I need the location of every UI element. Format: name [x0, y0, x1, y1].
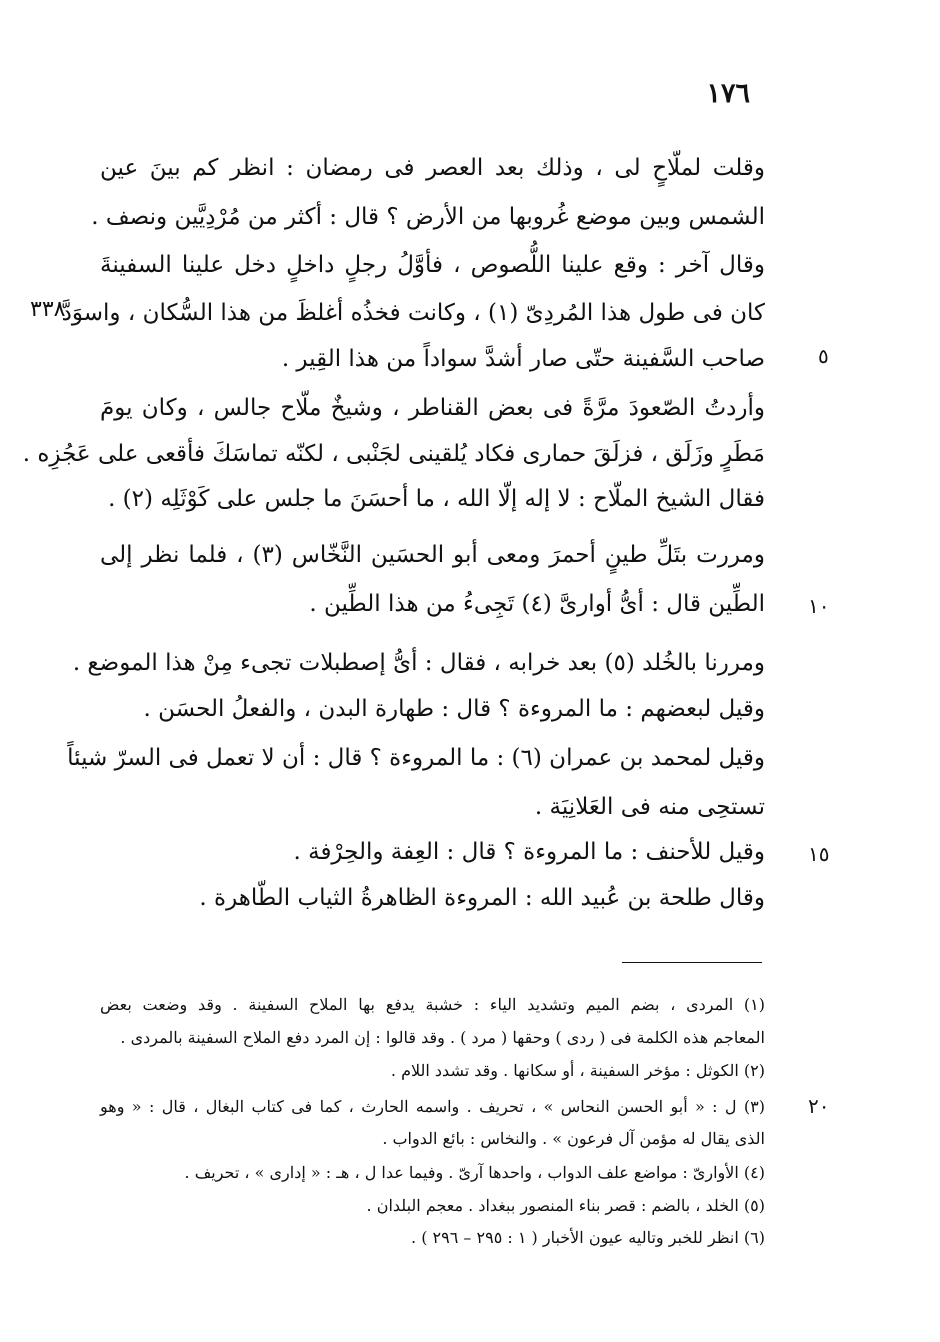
page-number: ١٧٦	[706, 78, 750, 109]
footnote-line: المعاجم هذه الكلمة فى ( ردى ) وحقها ( مرد ) . وقد قالوا : إن المرد دفع الملاح السفينة بالمردى .	[120, 1028, 765, 1047]
line-number-5: ٥	[818, 344, 829, 368]
text-line: وقيل للأحنف : ما المروءة ؟ قال : العِفة والحِرْفة .	[293, 839, 765, 865]
text-line: صاحب السَّفينة حتّى صار أشدَّ سواداً من هذا القِير .	[281, 346, 765, 372]
text-line: ومررنا بالخُلد (٥) بعد خرابه ، فقال : أىُّ إصطبلات تجىء مِنْ هذا الموضع .	[72, 650, 765, 676]
text-line: ومررت بتَلِّ طينٍ أحمرَ ومعى أبو الحسَين النَّخّاس (٣) ، فلما نظر إلى	[100, 542, 765, 568]
footnote-line: (٤) الأوارىّ : مواضع علف الدواب ، واحدها آرىّ . وفيما عدا ل ، هـ : « إدارى » ، تحريف .	[184, 1163, 765, 1182]
footnote-separator	[622, 962, 762, 963]
footnote-line: (١) المردى ، بضم الميم وتشديد الياء : خشبة يدفع بها الملاح السفينة . وقد وضعت بعض	[100, 995, 765, 1014]
line-number-20: ٢٠	[808, 1094, 830, 1118]
text-line: وقيل لمحمد بن عمران (٦) : ما المروءة ؟ قال : أن لا تعمل فى السرّ شيئاً	[67, 745, 765, 771]
footnote-line: (٦) انظر للخبر وتاليه عيون الأخبار ( ١ : ٢٩٥ – ٢٩٦ ) .	[411, 1228, 765, 1247]
text-line: تستحِى منه فى العَلانِيَة .	[534, 794, 765, 820]
text-line: كان فى طول هذا المُردِىّ (١) ، وكانت فخذُه أغلظَ من هذا السُّكان ، واسوَدَّ	[61, 300, 765, 326]
text-line: مَطَرٍ وزَلَق ، فزلَقَ حمارى فكاد يُلقينى لجَنْبى ، لكنّه تماسَكَ فأقعى على عَجُزِه .	[22, 441, 765, 467]
footnote-line: (٥) الخلد ، بالضم : قصر بناء المنصور ببغداد . معجم البلدان .	[366, 1196, 765, 1215]
text-line: فقال الشيخ الملّاح : لا إله إلّا الله ، ما أحسَنَ ما جلس على كَوْثَلِه (٢) .	[108, 486, 765, 512]
text-line: وقال طلحة بن عُبيد الله : المروءة الظاهرةُ الثياب الطّاهرة .	[199, 885, 765, 911]
footnote-line: (٣) ل : « أبو الحسن النحاس » ، تحريف . واسمه الحارث ، كما فى كتاب البغال ، قال : « وهو	[100, 1097, 766, 1116]
footnote-line: الذى يقال له مؤمن آل فرعون » . والنخاس : بائع الدواب .	[382, 1129, 765, 1148]
text-line: وقال آخر : وقع علينا اللُّصوص ، فأوَّلُ رجلٍ داخلٍ دخل علينا السفينةَ	[100, 252, 765, 278]
text-line: وقلت لملّاحٍ لى ، وذلك بعد العصر فى رمضان : انظر كم بينَ عين	[100, 155, 765, 181]
text-line: الشمس وبين موضع غُروبها من الأرض ؟ قال : أكثر من مُرْدِيَّين ونصف .	[91, 204, 765, 230]
text-line: وأردتُ الصّعودَ مرَّةً فى بعض القناطر ، وشيخٌ ملّاح جالس ، وكان يومَ	[100, 395, 765, 421]
text-line: الطِّين قال : أىُّ أوارىَّ (٤) تَجِىءُ من هذا الطِّين .	[309, 591, 765, 617]
left-margin-marker: ٣٣٨	[30, 297, 66, 322]
line-number-15: ١٥	[808, 842, 830, 866]
text-line: وقيل لبعضهم : ما المروءة ؟ قال : طهارة البدن ، والفعلُ الحسَن .	[143, 696, 765, 722]
footnote-line: (٢) الكوثل : مؤخر السفينة ، أو سكانها . وقد تشدد اللام .	[390, 1061, 765, 1080]
line-number-10: ١٠	[808, 594, 830, 618]
